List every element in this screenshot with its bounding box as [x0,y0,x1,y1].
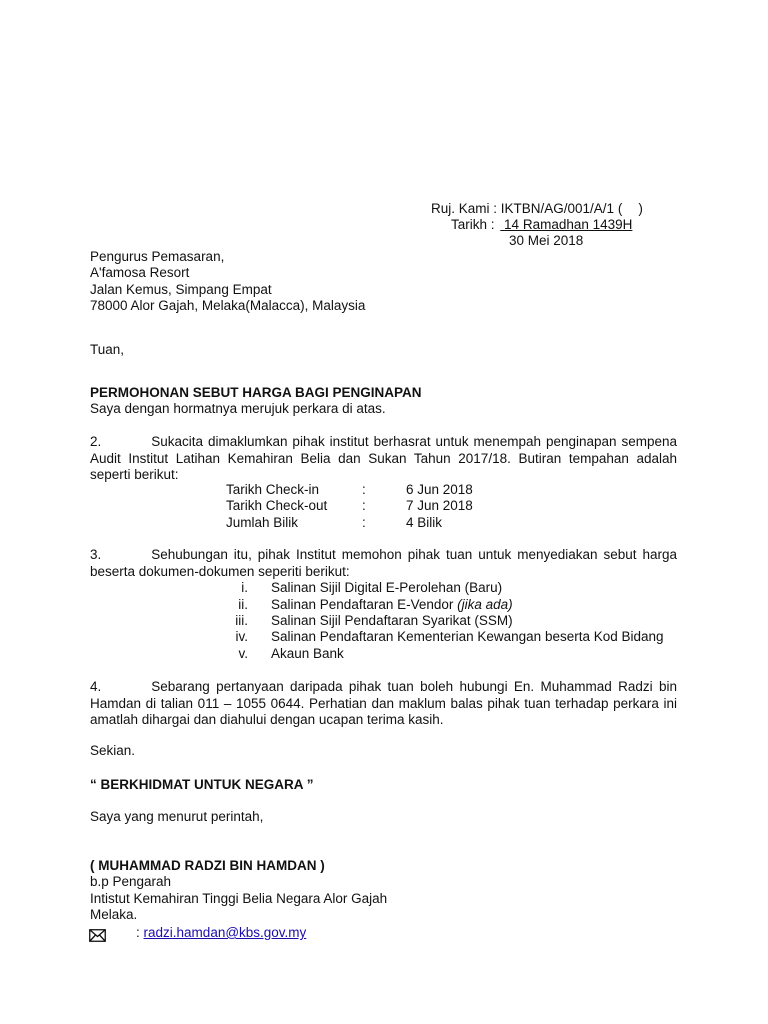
booking-separator: : [362,482,366,497]
opening-sentence: Saya dengan hormatnya merujuk perkara di atas. [90,401,386,416]
booking-label: Tarikh Check-in [226,482,320,497]
paragraph-number: 4. [90,679,102,694]
list-text: Salinan Pendaftaran E-Vendor [271,597,454,612]
booking-value: 4 Bilik [406,515,443,530]
list-number: i. [241,580,248,595]
list-number: v. [238,646,248,661]
date-label: Tarikh : [451,217,495,232]
subject-heading: PERMOHONAN SEBUT HARGA BAGI PENGINAPAN [90,385,422,400]
paragraph-text: Sukacita dimaklumkan pihak institut berhasrat untuk menempah penginapan sempena Audit Institut Latihan Kemahiran Belia dan Sukan Tahun 2017/18. Butiran tempahan adalah seperti berikut: [90,434,677,482]
date-hijri: 14 Ramadhan 1439H [504,217,633,232]
booking-separator: : [362,498,366,513]
list-note: (jika ada) [457,597,513,612]
paragraph-3 [90,547,677,580]
list-number: iii. [235,613,248,628]
email-prefix: : [136,925,140,940]
paragraph-number: 3. [90,547,102,562]
signatory-name: ( MUHAMMAD RADZI BIN HAMDAN ) [90,858,325,873]
list-number: ii. [238,597,248,612]
booking-label: Jumlah Bilik [226,515,299,530]
reference-number: Ruj. Kami : IKTBN/AG/001/A/1 ( [431,201,623,216]
booking-value: 7 Jun 2018 [406,498,473,513]
paragraph-4 [90,679,677,729]
salutation: Tuan, [90,342,125,357]
email-line [136,925,306,941]
paragraph-text: Sehubungan itu, pihak Institut memohon pihak tuan untuk menyediakan sebut harga beserta dokumen-dokumen seperiti berikut: [90,547,677,579]
signatory-position: b.p Pengarah [90,874,172,889]
recipient-line: Pengurus Pemasaran, [90,249,225,264]
paragraph-number: 2. [90,434,102,449]
closing: Sekian. [90,743,136,758]
date-gregorian: 30 Mei 2018 [509,233,584,248]
sign-off: Saya yang menurut perintah, [90,809,264,824]
booking-separator: : [362,515,366,530]
list-text: Salinan Sijil Pendaftaran Syarikat (SSM) [271,613,513,628]
list-text-wrap [271,597,513,613]
recipient-line: A'famosa Resort [90,265,190,280]
email-link[interactable]: radzi.hamdan@kbs.gov.my [143,925,307,940]
reference-close: ) [638,201,643,216]
booking-value: 6 Jun 2018 [406,482,473,497]
signatory-institution: Intistut Kemahiran Tinggi Belia Negara Alor Gajah [90,891,388,906]
recipient-line: 78000 Alor Gajah, Melaka(Malacca), Malaysia [90,298,366,313]
motto: “ BERKHIDMAT UNTUK NEGARA ” [90,777,314,792]
paragraph-text: Sebarang pertanyaan daripada pihak tuan boleh hubungi En. Muhammad Radzi bin Hamdan di talian 011 – 1055 0644. Perhatian dan maklum balas pihak tuan terhadap perkara ini amatlah dihargai dan diahului dengan ucapan terima kasih. [90,679,677,727]
reference-line [431,201,643,217]
recipient-line: Jalan Kemus, Simpang Empat [90,282,272,297]
list-text: Salinan Sijil Digital E-Perolehan (Baru) [271,580,503,595]
booking-label: Tarikh Check-out [226,498,328,513]
envelope-icon [89,929,106,945]
list-text: Akaun Bank [271,646,344,661]
list-text: Salinan Pendaftaran Kementerian Kewangan beserta Kod Bidang [271,629,664,644]
date-line [451,217,632,233]
paragraph-2 [90,434,677,484]
list-number: iv. [235,629,248,644]
signatory-state: Melaka. [90,907,138,922]
